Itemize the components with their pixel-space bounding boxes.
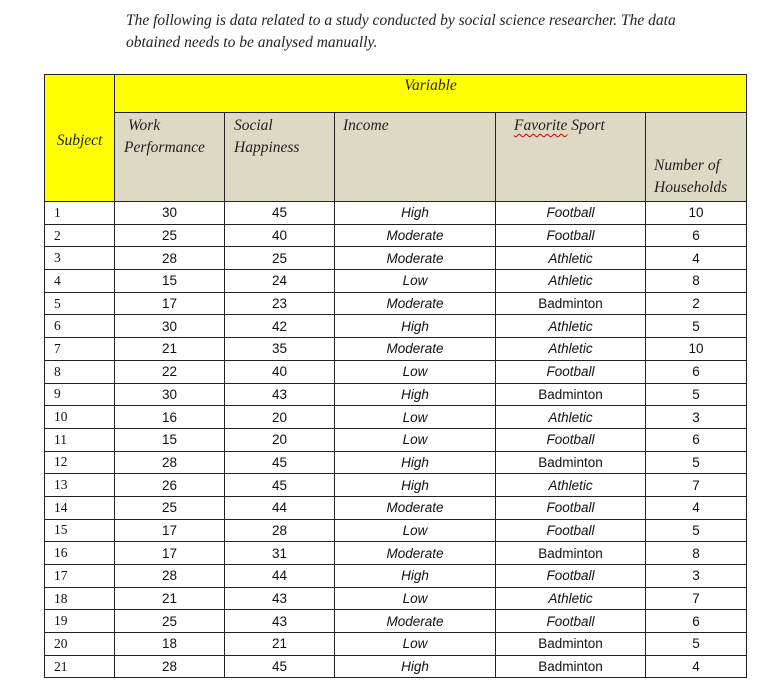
favorite-sport-cell: Athletic xyxy=(496,270,646,293)
table-row xyxy=(45,519,747,542)
subject-cell: 17 xyxy=(45,565,115,588)
work-performance-cell: 17 xyxy=(115,292,225,315)
households-cell: 8 xyxy=(646,542,747,565)
table-row xyxy=(45,270,747,293)
social-happiness-cell: 21 xyxy=(225,633,335,656)
households-cell: 5 xyxy=(646,633,747,656)
work-performance-cell: 30 xyxy=(115,202,225,225)
subject-cell: 12 xyxy=(45,451,115,474)
favorite-sport-cell: Badminton xyxy=(496,451,646,474)
work-performance-cell: 25 xyxy=(115,224,225,247)
table-row xyxy=(45,655,747,678)
income-cell: High xyxy=(335,451,496,474)
households-cell: 4 xyxy=(646,655,747,678)
favorite-sport-cell: Athletic xyxy=(496,406,646,429)
subject-cell: 15 xyxy=(45,519,115,542)
table-row xyxy=(45,451,747,474)
favorite-sport-cell: Football xyxy=(496,610,646,633)
table-row xyxy=(45,587,747,610)
social-happiness-cell: 25 xyxy=(225,247,335,270)
subject-cell: 8 xyxy=(45,360,115,383)
table-row xyxy=(45,474,747,497)
table-row xyxy=(45,247,747,270)
subject-cell: 11 xyxy=(45,428,115,451)
table-row xyxy=(45,565,747,588)
households-cell: 2 xyxy=(646,292,747,315)
households-cell: 4 xyxy=(646,496,747,519)
income-cell: Low xyxy=(335,587,496,610)
subject-header: Subject xyxy=(45,75,115,202)
favorite-sport-cell: Badminton xyxy=(496,292,646,315)
households-cell: 3 xyxy=(646,406,747,429)
social-header-line-2: Happiness xyxy=(234,139,300,156)
households-cell: 5 xyxy=(646,383,747,406)
work-performance-cell: 28 xyxy=(115,565,225,588)
table-row xyxy=(45,610,747,633)
subject-cell: 1 xyxy=(45,202,115,225)
subject-cell: 10 xyxy=(45,406,115,429)
favorite-sport-cell: Badminton xyxy=(496,655,646,678)
table-row xyxy=(45,292,747,315)
social-happiness-cell: 28 xyxy=(225,519,335,542)
social-happiness-cell: 40 xyxy=(225,360,335,383)
income-cell: High xyxy=(335,202,496,225)
subject-cell: 3 xyxy=(45,247,115,270)
households-cell: 6 xyxy=(646,428,747,451)
social-happiness-cell: 45 xyxy=(225,202,335,225)
households-cell: 5 xyxy=(646,315,747,338)
favorite-sport-cell: Football xyxy=(496,519,646,542)
social-happiness-cell: 44 xyxy=(225,496,335,519)
data-table xyxy=(44,74,747,678)
spellcheck-underlined-word: Favorite xyxy=(514,117,568,134)
subject-cell: 13 xyxy=(45,474,115,497)
social-happiness-cell: 43 xyxy=(225,587,335,610)
income-cell: Moderate xyxy=(335,496,496,519)
social-happiness-cell: 35 xyxy=(225,338,335,361)
subject-cell: 21 xyxy=(45,655,115,678)
income-cell: Low xyxy=(335,270,496,293)
income-cell: Low xyxy=(335,406,496,429)
favorite-sport-cell: Football xyxy=(496,565,646,588)
social-happiness-cell: 31 xyxy=(225,542,335,565)
work-performance-cell: 21 xyxy=(115,587,225,610)
households-header-line-2: Households xyxy=(654,179,728,196)
households-cell: 6 xyxy=(646,224,747,247)
households-cell: 4 xyxy=(646,247,747,270)
income-cell: Low xyxy=(335,360,496,383)
income-cell: Low xyxy=(335,633,496,656)
work-performance-cell: 28 xyxy=(115,247,225,270)
favorite-sport-cell: Football xyxy=(496,496,646,519)
subject-cell: 7 xyxy=(45,338,115,361)
social-happiness-cell: 42 xyxy=(225,315,335,338)
work-performance-cell: 16 xyxy=(115,406,225,429)
work-header-line-2: Performance xyxy=(124,139,205,156)
table-row xyxy=(45,428,747,451)
social-happiness-cell: 45 xyxy=(225,655,335,678)
subject-cell: 9 xyxy=(45,383,115,406)
subject-cell: 2 xyxy=(45,224,115,247)
favorite-sport-cell: Athletic xyxy=(496,247,646,270)
social-happiness-cell: 45 xyxy=(225,451,335,474)
subject-cell: 16 xyxy=(45,542,115,565)
intro-line-2: obtained needs to be analysed manually. xyxy=(126,34,378,51)
households-cell: 6 xyxy=(646,610,747,633)
income-cell: High xyxy=(335,315,496,338)
work-performance-cell: 22 xyxy=(115,360,225,383)
sport-header-word: Sport xyxy=(571,117,605,134)
work-performance-cell: 30 xyxy=(115,315,225,338)
income-cell: Low xyxy=(335,519,496,542)
income-cell: Moderate xyxy=(335,542,496,565)
work-performance-cell: 21 xyxy=(115,338,225,361)
table-row xyxy=(45,542,747,565)
households-header-line-1: Number of xyxy=(654,157,720,174)
income-cell: Moderate xyxy=(335,224,496,247)
work-performance-cell: 15 xyxy=(115,428,225,451)
work-performance-cell: 26 xyxy=(115,474,225,497)
social-happiness-cell: 20 xyxy=(225,428,335,451)
households-header xyxy=(646,113,747,202)
favorite-sport-cell: Football xyxy=(496,202,646,225)
income-header-text: Income xyxy=(343,117,389,134)
income-cell: Moderate xyxy=(335,338,496,361)
work-performance-header xyxy=(115,113,225,202)
income-cell: High xyxy=(335,655,496,678)
favorite-sport-cell: Football xyxy=(496,224,646,247)
table-row xyxy=(45,338,747,361)
households-cell: 7 xyxy=(646,474,747,497)
subject-cell: 19 xyxy=(45,610,115,633)
social-header-line-1: Social xyxy=(234,117,273,134)
households-cell: 6 xyxy=(646,360,747,383)
favorite-sport-cell: Badminton xyxy=(496,542,646,565)
favorite-sport-cell: Football xyxy=(496,428,646,451)
favorite-sport-cell: Football xyxy=(496,360,646,383)
table-row xyxy=(45,202,747,225)
subject-cell: 5 xyxy=(45,292,115,315)
social-happiness-cell: 20 xyxy=(225,406,335,429)
table-body xyxy=(45,202,747,678)
social-happiness-cell: 43 xyxy=(225,383,335,406)
income-cell: Moderate xyxy=(335,292,496,315)
intro-line-1: The following is data related to a study conducted by social science researcher. The data xyxy=(126,12,676,29)
households-cell: 8 xyxy=(646,270,747,293)
social-happiness-cell: 43 xyxy=(225,610,335,633)
table-row xyxy=(45,360,747,383)
subject-cell: 4 xyxy=(45,270,115,293)
favorite-sport-cell: Badminton xyxy=(496,633,646,656)
work-performance-cell: 25 xyxy=(115,496,225,519)
work-performance-cell: 17 xyxy=(115,542,225,565)
work-performance-cell: 28 xyxy=(115,655,225,678)
work-performance-cell: 18 xyxy=(115,633,225,656)
social-happiness-cell: 23 xyxy=(225,292,335,315)
subject-cell: 20 xyxy=(45,633,115,656)
social-happiness-header xyxy=(225,113,335,202)
table-row xyxy=(45,496,747,519)
work-header-line-1: Work xyxy=(128,117,161,134)
social-happiness-cell: 40 xyxy=(225,224,335,247)
work-performance-cell: 28 xyxy=(115,451,225,474)
subject-cell: 18 xyxy=(45,587,115,610)
work-performance-cell: 30 xyxy=(115,383,225,406)
subject-cell: 14 xyxy=(45,496,115,519)
favorite-sport-cell: Athletic xyxy=(496,474,646,497)
income-cell: High xyxy=(335,474,496,497)
intro-paragraph xyxy=(126,10,756,54)
work-performance-cell: 17 xyxy=(115,519,225,542)
households-cell: 10 xyxy=(646,338,747,361)
social-happiness-cell: 45 xyxy=(225,474,335,497)
households-cell: 3 xyxy=(646,565,747,588)
favorite-sport-cell: Athletic xyxy=(496,587,646,610)
income-cell: Low xyxy=(335,428,496,451)
sport-header-text xyxy=(514,115,645,137)
work-performance-cell: 15 xyxy=(115,270,225,293)
income-cell: High xyxy=(335,565,496,588)
households-cell: 10 xyxy=(646,202,747,225)
table-row xyxy=(45,315,747,338)
income-cell: High xyxy=(335,383,496,406)
households-cell: 5 xyxy=(646,519,747,542)
favorite-sport-cell: Badminton xyxy=(496,383,646,406)
households-cell: 7 xyxy=(646,587,747,610)
table-row xyxy=(45,224,747,247)
social-happiness-cell: 24 xyxy=(225,270,335,293)
table-row xyxy=(45,406,747,429)
table-row xyxy=(45,633,747,656)
favorite-sport-header xyxy=(496,113,646,202)
income-cell: Moderate xyxy=(335,610,496,633)
subject-cell: 6 xyxy=(45,315,115,338)
income-cell: Moderate xyxy=(335,247,496,270)
income-header xyxy=(335,113,496,202)
table-row xyxy=(45,383,747,406)
favorite-sport-cell: Athletic xyxy=(496,315,646,338)
social-happiness-cell: 44 xyxy=(225,565,335,588)
work-performance-cell: 25 xyxy=(115,610,225,633)
favorite-sport-cell: Athletic xyxy=(496,338,646,361)
households-cell: 5 xyxy=(646,451,747,474)
variable-header: Variable xyxy=(115,75,747,113)
